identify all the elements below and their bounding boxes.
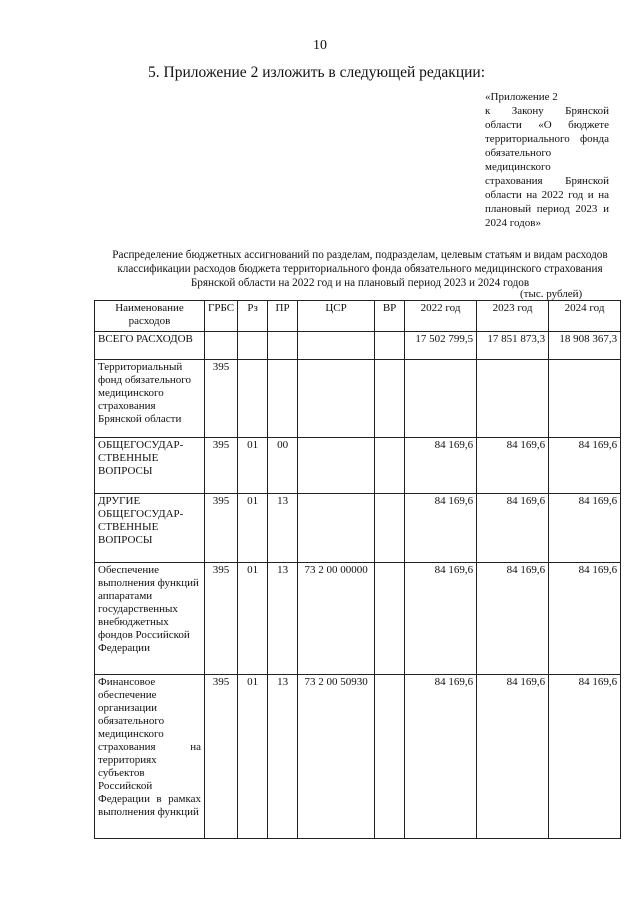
cell-rz <box>238 360 268 438</box>
row-name: Территориальный фонд обязательного медицинского страхования Брянской области <box>95 360 205 438</box>
cell-vr <box>375 494 405 563</box>
table-title: Распределение бюджетных ассигнований по разделам, подразделам, целевым статьям и видам расходов классификации расходов бюджета территориального фонда обязательного медицинского страхования Брянской области на 2022 год и на плановый период 2023 и 2024 годов <box>112 249 608 289</box>
table-row <box>95 332 621 360</box>
page-number: 10 <box>313 38 327 53</box>
column-header: Наименование расходов <box>95 301 205 332</box>
cell-2022 <box>405 360 477 438</box>
row-name: Финансовое обеспечение организации обязательного медицинского страхования на территориях субъектов Российской Федерации в рамках выполнения функций <box>95 675 205 839</box>
table-row <box>95 563 621 675</box>
table-row <box>95 360 621 438</box>
column-header: 2023 год <box>477 301 549 332</box>
cell-pr <box>268 332 298 360</box>
table-row <box>95 438 621 494</box>
cell-rz: 01 <box>238 494 268 563</box>
cell-csr <box>298 494 375 563</box>
cell-csr <box>298 360 375 438</box>
column-header: ПР <box>268 301 298 332</box>
cell-2022: 84 169,6 <box>405 438 477 494</box>
appendix-caption <box>485 90 609 230</box>
column-header: 2022 год <box>405 301 477 332</box>
cell-2024: 18 908 367,3 <box>549 332 621 360</box>
cell-grbs <box>205 332 238 360</box>
cell-2024: 84 169,6 <box>549 494 621 563</box>
cell-2024 <box>549 360 621 438</box>
row-name: Обеспечение выполнения функций аппаратами государственных внебюджетных фондов Российской Федерации <box>95 563 205 675</box>
column-header: Рз <box>238 301 268 332</box>
table-row <box>95 494 621 563</box>
cell-2024: 84 169,6 <box>549 438 621 494</box>
cell-vr <box>375 563 405 675</box>
cell-csr: 73 2 00 00000 <box>298 563 375 675</box>
table-row <box>95 675 621 839</box>
cell-2022: 84 169,6 <box>405 675 477 839</box>
cell-grbs: 395 <box>205 360 238 438</box>
row-name: ОБЩЕГОСУДАР-СТВЕННЫЕ ВОПРОСЫ <box>95 438 205 494</box>
column-header: ВР <box>375 301 405 332</box>
cell-pr <box>268 360 298 438</box>
cell-grbs: 395 <box>205 675 238 839</box>
cell-2022: 17 502 799,5 <box>405 332 477 360</box>
budget-table <box>94 300 621 839</box>
cell-pr: 13 <box>268 494 298 563</box>
appendix-line: к Закону Брянской области «О бюджете территориального фонда обязательного медицинского страхования Брянской области на 2022 год и на плановый период 2023 и 2024 годов» <box>485 105 609 229</box>
cell-rz: 01 <box>238 563 268 675</box>
cell-csr: 73 2 00 50930 <box>298 675 375 839</box>
cell-pr: 00 <box>268 438 298 494</box>
amendment-heading: 5. Приложение 2 изложить в следующей редакции: <box>148 64 486 81</box>
cell-rz: 01 <box>238 438 268 494</box>
cell-csr <box>298 438 375 494</box>
cell-rz <box>238 332 268 360</box>
cell-2023: 84 169,6 <box>477 494 549 563</box>
cell-2023 <box>477 360 549 438</box>
cell-grbs: 395 <box>205 438 238 494</box>
cell-2023: 84 169,6 <box>477 675 549 839</box>
cell-2024: 84 169,6 <box>549 675 621 839</box>
cell-grbs: 395 <box>205 494 238 563</box>
column-header: 2024 год <box>549 301 621 332</box>
row-name: ВСЕГО РАСХОДОВ <box>95 332 205 360</box>
units-label: (тыс. рублей) <box>520 288 583 300</box>
cell-2022: 84 169,6 <box>405 563 477 675</box>
column-header: ГРБС <box>205 301 238 332</box>
cell-rz: 01 <box>238 675 268 839</box>
cell-pr: 13 <box>268 563 298 675</box>
cell-vr <box>375 332 405 360</box>
cell-2023: 84 169,6 <box>477 438 549 494</box>
appendix-line: «Приложение 2 <box>485 91 558 103</box>
cell-2024: 84 169,6 <box>549 563 621 675</box>
cell-vr <box>375 438 405 494</box>
row-name: ДРУГИЕ ОБЩЕГОСУДАР-СТВЕННЫЕ ВОПРОСЫ <box>95 494 205 563</box>
cell-vr <box>375 675 405 839</box>
cell-csr <box>298 332 375 360</box>
column-header: ЦСР <box>298 301 375 332</box>
cell-vr <box>375 360 405 438</box>
table-header-row <box>95 301 621 332</box>
cell-grbs: 395 <box>205 563 238 675</box>
cell-2023: 84 169,6 <box>477 563 549 675</box>
cell-2023: 17 851 873,3 <box>477 332 549 360</box>
cell-2022: 84 169,6 <box>405 494 477 563</box>
cell-pr: 13 <box>268 675 298 839</box>
